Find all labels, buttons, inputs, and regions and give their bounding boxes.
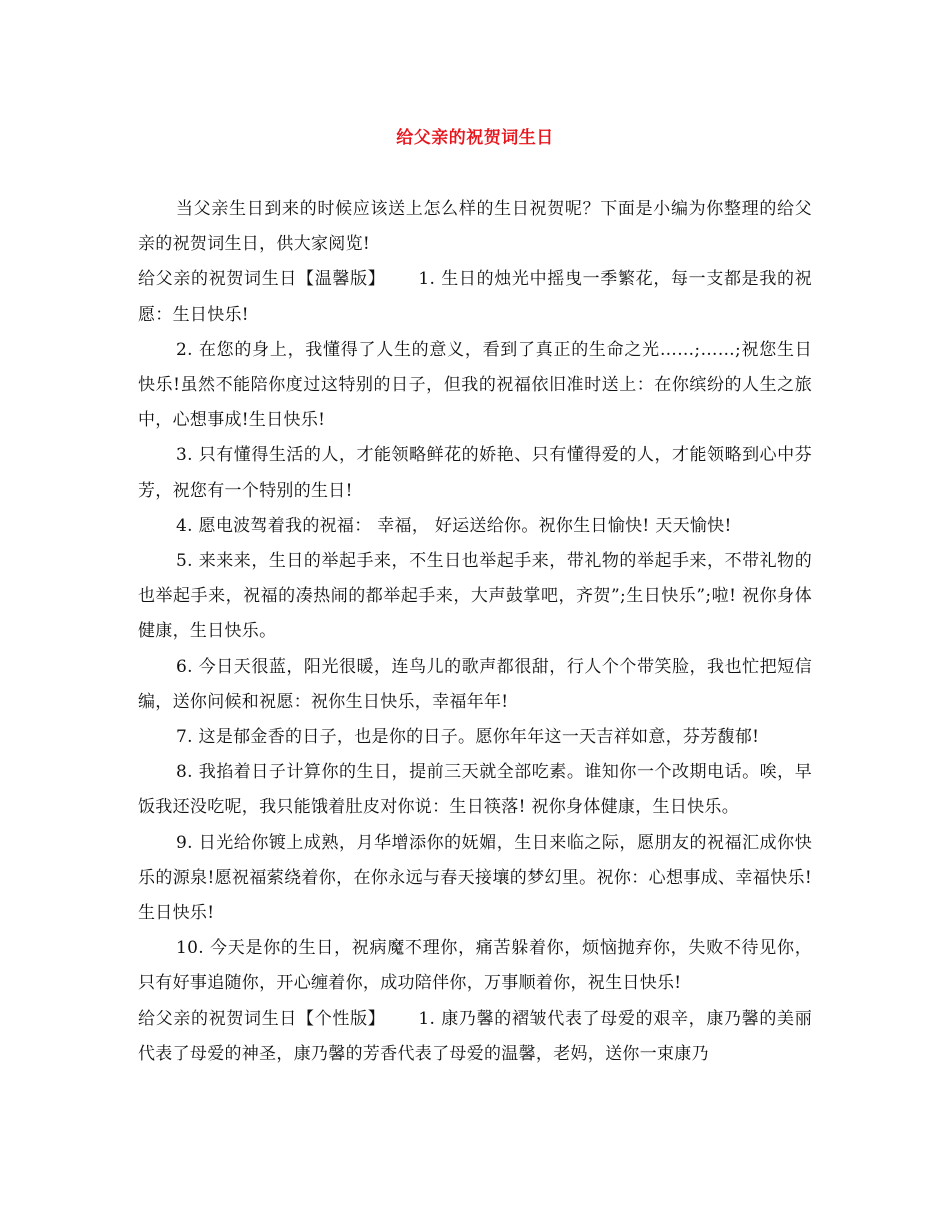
paragraph: 6. 今日天很蓝，阳光很暖，连鸟儿的歌声都很甜，行人个个带笑脸，我也忙把短信编，送你问候和祝愿：祝你生日快乐，幸福年年! [138, 656, 812, 712]
paragraph: 7. 这是郁金香的日子，也是你的日子。愿你年年这一天吉祥如意，芬芳馥郁! [176, 727, 760, 748]
paragraph: 给父亲的祝贺词生日【个性版】 1. 康乃馨的褶皱代表了母爱的艰辛，康乃馨的美丽代表了母爱的神圣，康乃馨的芳香代表了母爱的温馨，老妈，送你一束康乃 [138, 1008, 812, 1064]
paragraph: 5. 来来来，生日的举起手来，不生日也举起手来，带礼物的举起手来，不带礼物的也举起手来，祝福的凑热闹的都举起手来，大声鼓掌吧，齐贺”;生日快乐”;啦! 祝你身体健康，生日快乐。 [138, 551, 812, 642]
paragraph: 2. 在您的身上，我懂得了人生的意义，看到了真正的生命之光……;……;祝您生日快乐!虽然不能陪你度过这特别的日子，但我的祝福依旧准时送上：在你缤纷的人生之旅中，心想事成!生日快乐! [138, 339, 812, 431]
paragraph: 当父亲生日到来的时候应该送上怎么样的生日祝贺呢？下面是小编为你整理的给父亲的祝贺词生日，供大家阅览! [138, 199, 812, 255]
paragraph: 4. 愿电波驾着我的祝福： 幸福， 好运送给你。祝你生日愉快! 天天愉快! [176, 515, 732, 536]
paragraph: 8. 我掐着日子计算你的生日，提前三天就全部吃素。谁知你一个改期电话。唉，早饭我还没吃呢，我只能饿着肚皮对你说：生日筷落! 祝你身体健康，生日快乐。 [138, 762, 812, 818]
document-title: 给父亲的祝贺词生日 [396, 128, 554, 148]
paragraph: 10. 今天是你的生日，祝病魔不理你，痛苦躲着你，烦恼抛弃你，失败不待见你，只有好事追随你，开心缠着你，成功陪伴你，万事顺着你，祝生日快乐! [138, 938, 812, 994]
paragraph: 3. 只有懂得生活的人，才能领略鲜花的娇艳、只有懂得爱的人，才能领略到心中芬芳，祝您有一个特别的生日! [138, 445, 812, 501]
paragraph: 9. 日光给你镀上成熟，月华增添你的妩媚，生日来临之际，愿朋友的祝福汇成你快乐的源泉!愿祝福萦绕着你，在你永远与春天接壤的梦幻里。祝你：心想事成、幸福快乐!生日快乐! [138, 832, 812, 924]
paragraph: 给父亲的祝贺词生日【温馨版】 1. 生日的烛光中摇曳一季繁花，每一支都是我的祝愿：生日快乐! [138, 269, 812, 325]
document-body [138, 192, 812, 1072]
